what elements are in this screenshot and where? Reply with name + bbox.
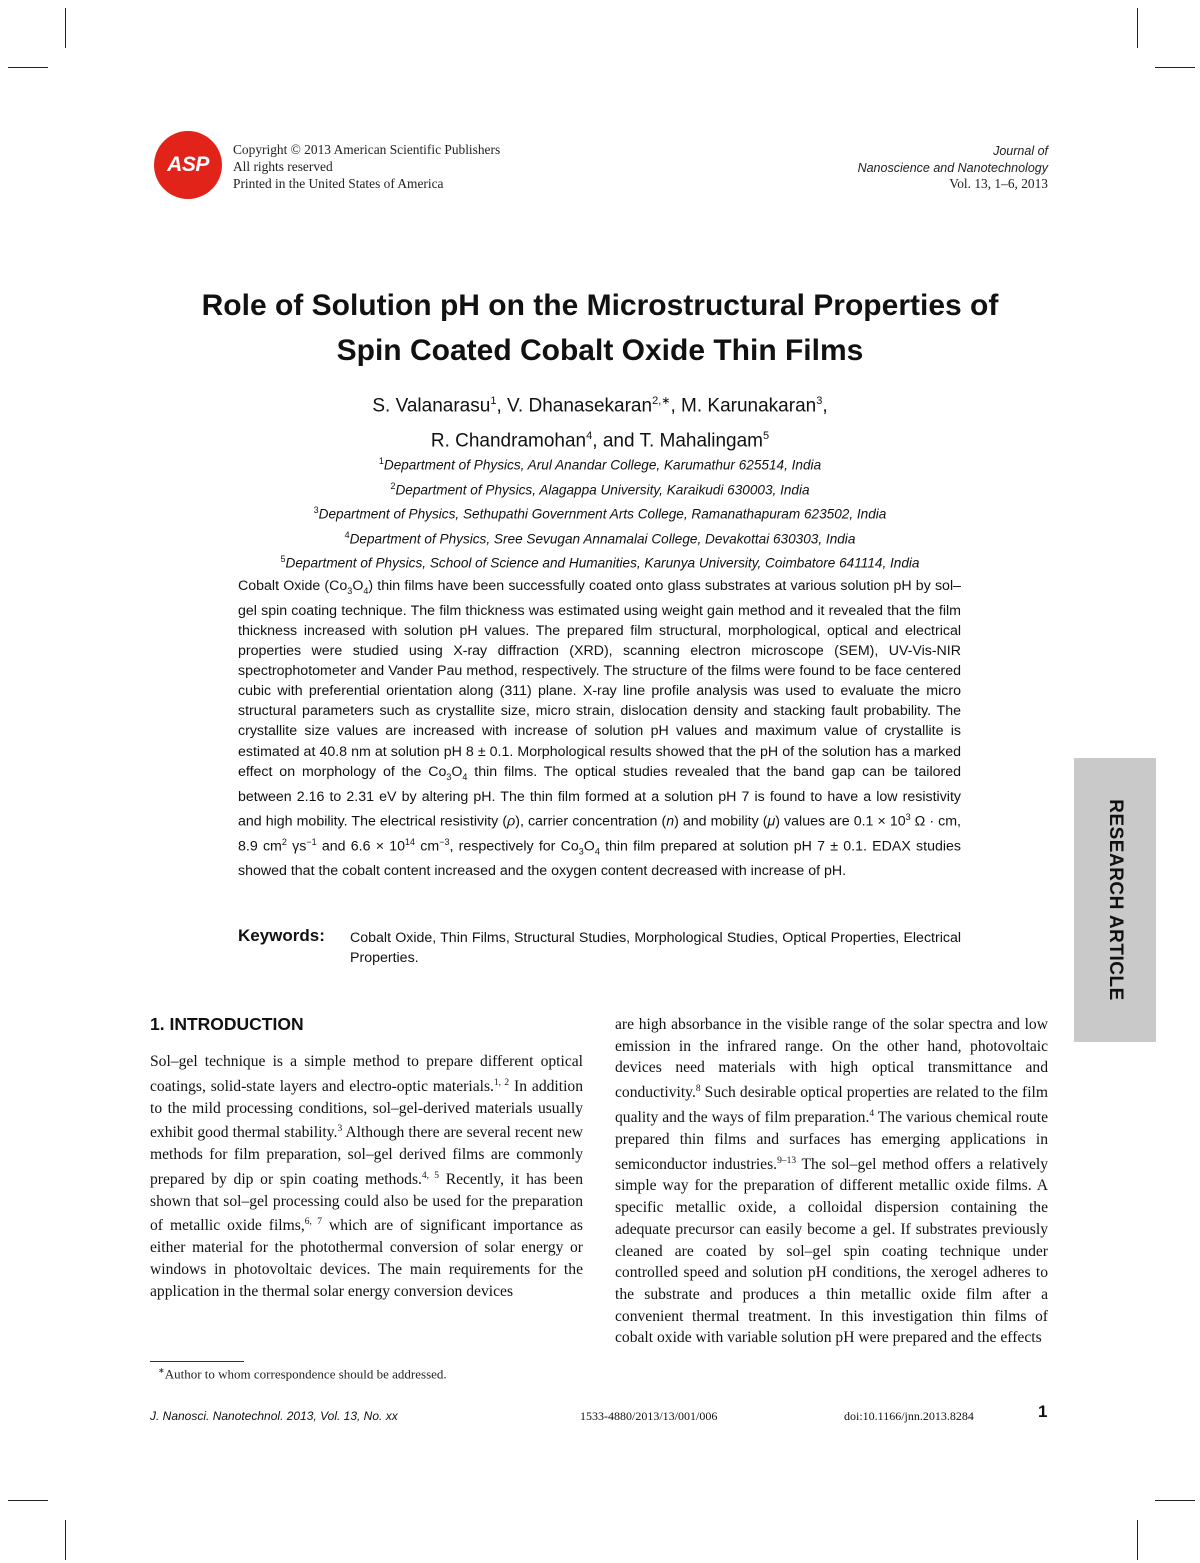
superscript: 14 [405,836,416,847]
title-line1: Role of Solution pH on the Microstructural Properties of [201,289,999,322]
printed-line: Printed in the United States of America [233,176,444,191]
affiliation-text: Department of Physics, Sethupathi Government Arts College, Ramanathapuram 623502, India [318,506,887,522]
affiliation-number: 3 [313,505,319,516]
body-text: The various chemical route prepared thin films and surfaces has emerging applications in semiconductor industries. [615,1109,1048,1173]
citation-ref: 1, 2 [493,1077,510,1088]
affiliation-text: Department of Physics, Sree Sevugan Annamalai College, Devakottai 630303, India [349,531,856,547]
abstract-text: Cobalt Oxide (Co [238,578,348,594]
author-affil-mark: 5 [763,430,770,443]
page-number: 1 [1038,1402,1048,1421]
crop-mark [65,8,66,48]
affiliation-number: 2 [390,480,396,491]
abstract: Cobalt Oxide $(Co_3O_4)$ thin films have been successfully coated onto glass substrates at various solution pH by sol–gel spin coating technique. The film thickness was estimated using weight gain method and it revealed that the film thickness increased with solution pH values. The prepared film structural, morphological, optical and electrical properties were studied using X-ray diffraction (XRD), scanning electron microscope (SEM), UV-Vis-NIR spectrophotometer and Vander Pau method, respectively. The structure of the films were found to be face centered cubic with preferential orientation along (311) plane. X-ray line profile analysis was used to evaluate the micro structural parameters such as crystallite size, micro strain, dislocation density and stacking fault probability. The crystallite size values are increased with increase of solution pH values and maximum value of crystallite is estimated at 40.8 nm at solution pH 8 ± 0.1. Morphological results showed that the pH of the solution has a marked effect on morphology of the $Co_3O_4$ thin films. The optical studies revealed that the band gap can be tailored between 2.16 to 2.31 eV by altering pH. The thin film formed at a solution pH 7 is found to have a low resistivity and high mobility. The electrical resistivity (ρ), carrier concentration (n) and mobility (μ) values are $0.1 \times 10^3$ Ω · cm, 8.9 $cm^2$ $\gamma s^{-1}$ and $6.6 \times 10^{14}$ $cm^{-3}$, respectively for $Co_3O_4$ thin film prepared at solution pH 7 ± 0.1. EDAX studies showed that the cobalt content increased and the oxygen content decreased with increase of pH. [238,578,962,880]
affiliation [0,525,1200,550]
affiliation [0,500,1200,525]
citation-ref: 4 [869,1109,875,1119]
citation-ref: 3 [337,1124,343,1135]
rights-line: All rights reserved [233,159,333,174]
author-affil-mark: 2,∗ [652,395,671,407]
author-affil-mark: 4 [586,430,593,443]
abstract-text: ), carrier concentration ( [515,813,667,830]
crop-mark [1155,1500,1195,1501]
abstract-text: and 6.6 × 10 [316,838,406,855]
affiliation [0,476,1200,501]
author-affil-mark: 3 [816,395,823,407]
superscript: −1 [306,836,317,847]
copyright-line: Copyright © 2013 American Scientific Publishers [233,142,501,157]
citation-ref: 4, 5 [421,1170,439,1181]
subscript: 3 [446,771,452,782]
symbol-n: n [666,813,675,830]
author-name: S. Valanarasu [372,395,491,417]
affiliation-list [0,451,1200,574]
abstract-text: Ω · cm, 8.9 cm [238,813,961,855]
body-text: Such desirable optical properties are related to the film quality and the ways of film preparation. [615,1084,1048,1127]
footnote-text: Author to whom correspondence should be addressed. [164,1366,447,1382]
abstract-text: cm [415,838,440,855]
symbol-rho: ρ [507,813,516,830]
author-list [0,386,1200,457]
keywords-label: Keywords: [238,926,325,945]
authors-line1: S. Valanarasu$^1$, V. Dhanasekaran$^{2,∗}$, M. Karunakaran$^3$, [372,395,828,417]
author-affil-mark: 1 [490,395,497,407]
author-name: M. Karunakaran [681,395,817,417]
journal-block [858,143,1048,193]
affiliation-text: Department of Physics, Alagappa University, Karaikudi 630003, India [395,482,810,498]
subscript: 4 [462,771,468,782]
affiliation [0,549,1200,574]
body-text: The sol–gel method offers a relatively simple way for the preparation of different metallic oxide films. A specific metallic oxide, a colloidal dispersion containing the adequate precursor can easily become a gel. If substrates previously cleaned are coated by sol–gel spin coating technique under controlled speed and solution pH conditions, the xerogel adheres to the substrate and produces a thin metallic oxide film after a convenient thermal treatment. In this investigation thin films of cobalt oxide with variable solution pH were prepared and the effects [615,1155,1048,1347]
article-type-label: RESEARCH ARTICLE [1105,799,1126,1001]
affiliation-number: 5 [280,554,286,565]
crop-mark [8,67,48,68]
journal-name-line2: Nanoscience and Nanotechnology [857,160,1048,175]
author-conjunction: and [602,430,635,452]
crop-mark [1137,1520,1138,1560]
crop-mark [1155,67,1195,68]
logo-text: ASP [167,153,209,176]
crop-mark [1137,8,1138,48]
abstract-text: thin films. The optical studies revealed that the band gap can be tailored between 2.16 to 2.31 eV by altering pH. The thin film formed at a solution pH 7 is found to have a low resistivity and high mobility. The electrical resistivity ( [238,763,961,830]
symbol-mu: μ [767,813,776,830]
citation-ref: 8 [695,1084,701,1095]
subscript: 3 [347,585,353,596]
authors-line2: R. Chandramohan$^4$, and T. Mahalingam$^5$ [430,430,770,452]
footnote-mark: ∗ [158,1366,165,1375]
citation-ref: 9–13 [777,1155,797,1166]
publisher-logo [154,131,222,199]
journal-name-line1: Journal of [993,144,1048,158]
abstract-text: thin film prepared at solution pH 7 ± 0.1. EDAX studies showed that the cobalt content increased and the oxygen content decreased with increase of pH. [238,838,962,880]
body-column-right [615,1014,1048,1349]
body-text: which are of significant importance as either material for the photothermal conversion of solar energy or windows in photovoltaic devices. The main requirements for the application in the thermal solar energy conversion devices [150,1217,583,1300]
copyright-block [233,141,500,192]
affiliation-text: Department of Physics, Arul Anandar College, Karumathur 625514, India [383,457,822,473]
affiliation-text: Department of Physics, School of Science and Humanities, Karunya University, Coimbatore 641114, India [285,555,920,571]
author-name: R. Chandramohan [430,430,587,452]
section-heading: 1. INTRODUCTION [150,1014,304,1034]
footer-citation: J. Nanosci. Nanotechnol. 2013, Vol. 13, No. xx [150,1409,398,1423]
footnote-rule [150,1361,244,1362]
superscript: 2 [281,836,287,847]
body-text: Although there are several recent new methods for film preparation, sol–gel derived films are commonly prepared by dip or spin coating methods. [150,1124,583,1189]
abstract-text: ) thin films have been successfully coated onto glass substrates at various solution pH by sol–gel spin coating technique. The film thickness was estimated using weight gain method and it revealed that the film thickness increased with solution pH values. The prepared film structural, morphological, optical and electrical properties were studied using X-ray diffraction (XRD), scanning electron microscope (SEM), UV-Vis-NIR spectrophotometer and Vander Pau method, respectively. The structure of the films were found to be face centered cubic with preferential orientation along (311) plane. X-ray line profile analysis was used to evaluate the micro structural parameters such as crystallite size, micro strain, dislocation density and stacking fault probability. The crystallite size values are increased with increase of solution pH values and maximum value of crystallite is estimated at 40.8 nm at solution pH 8 ± 0.1. Morphological results showed that the pH of the solution has a marked effect on morphology of the Co [238,578,961,780]
affiliation-number: 1 [378,456,384,466]
author-name: V. Dhanasekaran [507,395,653,417]
body-column-left [150,1051,583,1302]
body-text: Sol–gel technique is a simple method to prepare different optical coatings, solid-state layers and electro-optic materials. [150,1053,583,1095]
crop-mark [8,1500,48,1501]
article-type-tab [1074,758,1156,1042]
subscript: 4 [594,846,600,857]
footnote [158,1366,447,1382]
paper-title [0,283,1200,373]
journal-volume: Vol. 13, 1–6, 2013 [949,176,1048,191]
footer-doi: doi:10.1166/jnn.2013.8284 [844,1409,974,1423]
citation-ref: 6, 7 [304,1217,323,1228]
abstract-text: γs [286,838,307,855]
affiliation [0,451,1200,476]
body-text: Recently, it has been shown that sol–gel processing could also be used for the preparation of metallic oxide films, [150,1171,584,1235]
affiliation-number: 4 [344,529,350,540]
subscript: 4 [363,585,369,596]
crop-mark [65,1520,66,1560]
body-text: In addition to the mild processing conditions, sol–gel-derived materials usually exhibit good thermal stability. [150,1077,583,1142]
subscript: 3 [578,846,584,857]
author-name: T. Mahalingam [639,430,764,452]
abstract-text: ) values are 0.1 × 10 [775,813,906,830]
footer-issn: 1533-4880/2013/13/001/006 [580,1409,718,1423]
keywords-text: Cobalt Oxide, Thin Films, Structural Studies, Morphological Studies, Optical Properties, Electrical Properties. [350,930,961,966]
title-line2: Spin Coated Cobalt Oxide Thin Films [336,334,864,367]
abstract-text: ) and mobility ( [674,813,768,830]
abstract-text: , respectively for Co [449,838,579,855]
superscript: 3 [905,811,911,822]
body-text: are high absorbance in the visible range of the solar spectra and low emission in the infrared range. On the other hand, photovoltaic devices need materials with high optical transmittance and conductivity. [615,1016,1048,1102]
superscript: −3 [439,836,450,847]
